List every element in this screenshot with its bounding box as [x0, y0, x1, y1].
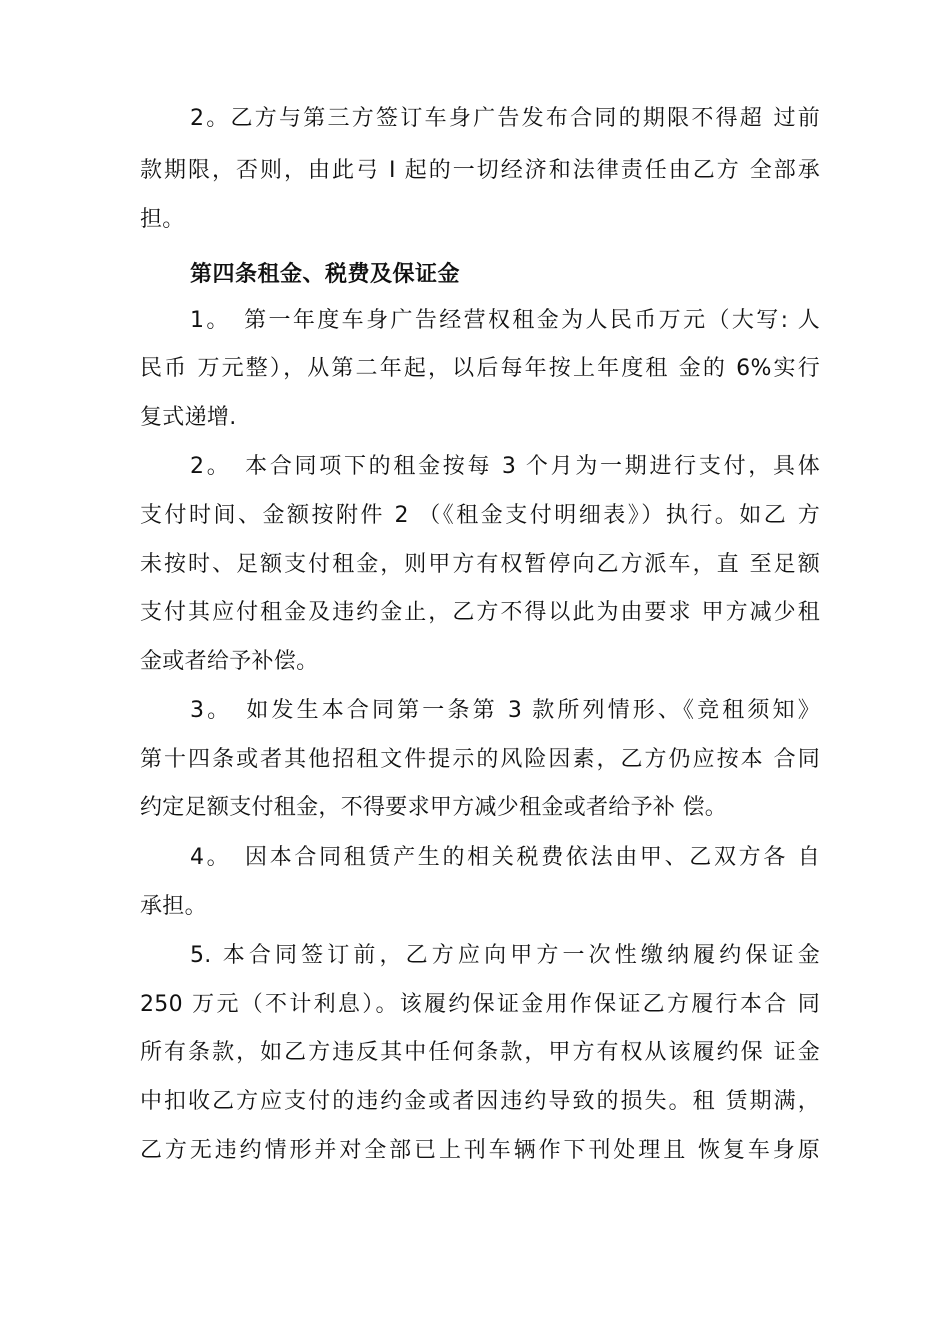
clause-line: 乙方无违约情形并对全部已上刊车辆作下刊处理且 恢复车身原 [140, 1138, 820, 1163]
clause-line: 支付其应付租金及违约金止，乙方不得以此为由要求 甲方减少租 [140, 600, 820, 625]
clause-line: 未按时、足额支付租金，则甲方有权暂停向乙方派车，直 至足额 [140, 552, 820, 577]
paragraph-line: 担。 [140, 207, 185, 232]
clause-line: 支付时间、金额按附件 2 （《租金支付明细表》）执行。如乙 方 [140, 503, 820, 528]
clause-line: 复式递增. [140, 405, 237, 430]
clause-line: 第十四条或者其他招租文件提示的风险因素，乙方仍应按本 合同 [140, 747, 820, 772]
paragraph-line: 2。乙方与第三方签订车身广告发布合同的期限不得超 过前 [190, 106, 820, 131]
paragraph-line: 款期限，否则，由此弓 I 起的一切经济和法律责任由乙方 全部承 [140, 158, 820, 183]
clause-line: 250 万元（不计利息）。该履约保证金用作保证乙方履行本合 同 [140, 992, 820, 1017]
clause-line: 3。 如发生本合同第一条第 3 款所列情形、《竞租须知》 [190, 698, 820, 723]
clause-line: 所有条款，如乙方违反其中任何条款，甲方有权从该履约保 证金 [140, 1040, 820, 1065]
clause-line: 金或者给予补偿。 [140, 649, 319, 674]
clause-line: 1。 第一年度车身广告经营权租金为人民币万元（大写: 人 [190, 308, 820, 333]
section-heading: 第四条租金、税费及保证金 [190, 262, 461, 287]
clause-line: 承担。 [140, 894, 207, 919]
clause-line: 约定足额支付租金，不得要求甲方减少租金或者给予补 偿。 [140, 795, 728, 820]
clause-line: 4。 因本合同租赁产生的相关税费依法由甲、乙双方各 自 [190, 845, 820, 870]
clause-line: 中扣收乙方应支付的违约金或者因违约导致的损失。租 赁期满， [140, 1089, 820, 1114]
clause-line: 2。 本合同项下的租金按每 3 个月为一期进行支付，具体 [190, 454, 820, 479]
clause-line: 民币 万元整），从第二年起，以后每年按上年度租 金的 6%实行 [140, 356, 820, 381]
clause-line: 5. 本合同签订前，乙方应向甲方一次性缴纳履约保证金 [190, 943, 820, 968]
